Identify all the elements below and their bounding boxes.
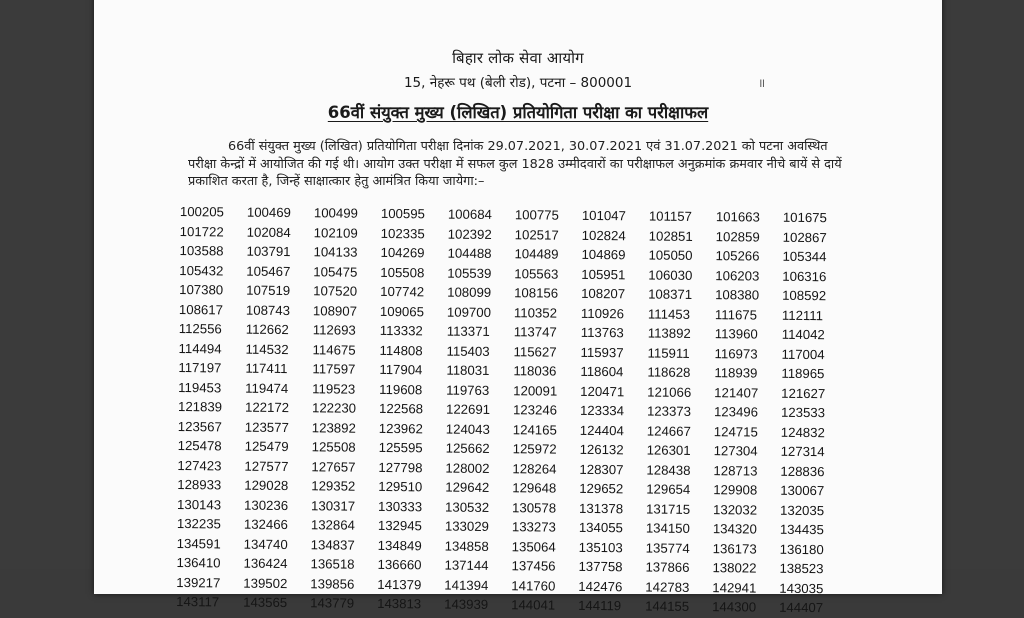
roll-number: 139856 xyxy=(310,575,355,592)
roll-number: 143939 xyxy=(444,596,489,612)
roll-number: 121407 xyxy=(714,384,759,401)
roll-number: 127423 xyxy=(177,457,222,473)
roll-number: 108743 xyxy=(245,302,291,318)
roll-number: 134591 xyxy=(176,535,221,551)
roll-number: 124043 xyxy=(445,421,490,437)
roll-number: 135103 xyxy=(578,539,623,555)
roll-number: 107519 xyxy=(246,282,291,299)
roll-number: 136180 xyxy=(779,541,824,557)
roll-number: 141379 xyxy=(377,576,422,592)
roll-number: 104133 xyxy=(313,244,358,260)
roll-number: 129908 xyxy=(713,482,758,498)
roll-number: 138022 xyxy=(712,560,757,576)
roll-number: 118036 xyxy=(513,363,557,379)
roll-number: 135774 xyxy=(645,539,690,556)
roll-number: 134837 xyxy=(310,536,355,553)
roll-number: 143117 xyxy=(176,593,220,610)
corner-mark: ॥ xyxy=(758,76,766,90)
roll-number: 117904 xyxy=(379,361,423,378)
roll-number: 139502 xyxy=(243,575,288,591)
roll-number: 115911 xyxy=(647,344,690,361)
roll-number: 114675 xyxy=(312,341,356,358)
roll-number: 105266 xyxy=(715,248,760,264)
roll-number: 117411 xyxy=(245,360,288,377)
roll-number: 122568 xyxy=(378,400,424,417)
roll-number: 129652 xyxy=(579,480,624,497)
roll-number: 102859 xyxy=(715,228,760,245)
roll-number: 126132 xyxy=(579,441,624,458)
roll-number: 125595 xyxy=(378,439,423,456)
roll-number: 137758 xyxy=(578,558,623,575)
roll-number: 102392 xyxy=(447,226,492,242)
roll-number: 102084 xyxy=(246,224,291,240)
roll-number: 134740 xyxy=(243,536,288,552)
roll-number: 113371 xyxy=(446,323,490,339)
roll-number: 125508 xyxy=(311,439,356,455)
roll-number: 117597 xyxy=(312,361,356,377)
roll-number: 108099 xyxy=(447,284,492,300)
roll-number: 121839 xyxy=(177,398,223,415)
roll-number: 129648 xyxy=(512,480,557,496)
roll-number: 101047 xyxy=(581,207,626,224)
roll-number: 105563 xyxy=(514,265,559,282)
roll-number: 129510 xyxy=(378,478,423,495)
roll-number: 110926 xyxy=(580,305,625,321)
roll-number: 121066 xyxy=(647,383,692,400)
roll-number: 123567 xyxy=(177,418,222,434)
roll-number: 108907 xyxy=(312,302,358,319)
roll-number: 112556 xyxy=(178,320,222,337)
document-page xyxy=(94,0,942,616)
roll-number: 107520 xyxy=(313,283,358,299)
roll-number: 136518 xyxy=(310,556,355,572)
roll-number: 143565 xyxy=(243,594,288,611)
roll-number: 114494 xyxy=(178,340,222,356)
roll-number: 137144 xyxy=(444,557,489,573)
roll-number: 109700 xyxy=(446,304,492,320)
roll-number: 129654 xyxy=(646,481,691,497)
roll-number: 105539 xyxy=(447,265,492,281)
roll-number: 138523 xyxy=(779,560,824,577)
roll-number: 105344 xyxy=(782,248,827,265)
roll-number: 142476 xyxy=(578,578,623,594)
roll-number: 143813 xyxy=(377,595,422,612)
roll-number: 130236 xyxy=(244,497,289,513)
roll-number: 115627 xyxy=(513,343,557,360)
roll-number: 100499 xyxy=(313,205,358,221)
roll-number: 104269 xyxy=(380,244,425,261)
roll-number: 124404 xyxy=(579,422,624,438)
paragraph-text: 66वीं संयुक्त मुख्य (लिखित) प्रतियोगिता परीक्षा दिनांक 29.07.2021, 30.07.2021 एवं 31.07.2021 को पटना अवस्थित परीक्षा केन्द्रों में आयोजित की गई थी। आयोग उक्त परीक्षा में सफल कुल 1828 उम्मीदवारों का परीक्षाफल अनुक्रमांक क्रमवार नीचे बायें से दायें प्रकाशित करता है, जिन्हें साक्षात्कार हेतु आमंत्रित किया जायेगा:– xyxy=(188,139,842,189)
roll-number: 130067 xyxy=(780,482,825,499)
roll-number: 104869 xyxy=(581,246,626,263)
roll-number: 132032 xyxy=(713,501,758,518)
roll-number: 108207 xyxy=(581,285,626,302)
roll-number: 144041 xyxy=(511,597,556,613)
roll-number: 108592 xyxy=(782,287,827,304)
roll-number: 128438 xyxy=(646,461,691,478)
roll-number: 129642 xyxy=(445,479,490,495)
roll-number: 118604 xyxy=(580,363,624,380)
roll-number: 129028 xyxy=(244,477,289,494)
roll-number: 101157 xyxy=(648,208,692,224)
roll-number: 106203 xyxy=(715,267,760,284)
roll-number: 123246 xyxy=(512,402,558,418)
roll-number: 142783 xyxy=(645,578,690,595)
roll-number: 113747 xyxy=(513,324,557,340)
roll-number: 143779 xyxy=(310,595,355,611)
roll-number: 123577 xyxy=(244,419,289,435)
roll-number: 143035 xyxy=(779,580,824,596)
roll-number: 105951 xyxy=(581,266,626,282)
roll-number: 102867 xyxy=(782,229,827,245)
roll-number: 100205 xyxy=(179,203,224,220)
roll-number: 108617 xyxy=(178,301,224,317)
roll-number: 100469 xyxy=(246,204,291,221)
roll-number: 119763 xyxy=(446,382,490,398)
roll-number: 118031 xyxy=(446,362,490,378)
roll-number: 112662 xyxy=(245,321,289,338)
roll-number: 135064 xyxy=(511,538,556,555)
roll-number: 133273 xyxy=(511,519,556,535)
roll-number: 113332 xyxy=(379,322,423,339)
roll-number: 128836 xyxy=(780,463,825,479)
roll-number: 123496 xyxy=(713,404,759,420)
roll-number: 136424 xyxy=(243,555,288,572)
roll-number: 141394 xyxy=(444,577,489,593)
roll-number: 130532 xyxy=(445,499,490,515)
roll-number: 123892 xyxy=(311,419,356,436)
roll-number: 113763 xyxy=(580,324,624,341)
roll-number: 130143 xyxy=(177,496,222,512)
roll-number: 144407 xyxy=(779,599,824,616)
roll-number: 110352 xyxy=(513,304,558,321)
roll-number: 113960 xyxy=(714,326,758,342)
roll-number: 121627 xyxy=(781,385,826,401)
roll-number: 104488 xyxy=(447,245,492,261)
roll-number: 102109 xyxy=(313,224,358,241)
roll-number: 100684 xyxy=(447,206,492,222)
roll-number: 118939 xyxy=(714,365,758,381)
roll-number: 132235 xyxy=(176,515,221,532)
organization-address: 15, नेहरू पथ (बेली रोड), पटना – 800001 xyxy=(403,75,633,91)
roll-number: 105508 xyxy=(380,264,425,280)
roll-number: 134055 xyxy=(578,519,623,536)
roll-number: 131378 xyxy=(579,500,624,516)
roll-number: 137456 xyxy=(511,558,556,574)
roll-number: 102851 xyxy=(648,228,693,244)
roll-number: 130333 xyxy=(378,498,423,514)
roll-number: 117004 xyxy=(781,346,825,362)
roll-number: 119474 xyxy=(245,380,289,396)
roll-number: 132035 xyxy=(780,502,825,518)
roll-number: 113892 xyxy=(647,325,691,341)
roll-number: 144119 xyxy=(578,597,622,614)
roll-number: 100775 xyxy=(514,207,559,223)
roll-number-grid xyxy=(176,202,845,618)
roll-number: 123334 xyxy=(579,402,625,419)
roll-number: 128933 xyxy=(177,476,222,493)
organization-name: बिहार लोक सेवा आयोग xyxy=(452,49,584,67)
roll-number: 141760 xyxy=(511,577,556,594)
roll-number: 119453 xyxy=(178,379,222,395)
roll-number: 139217 xyxy=(176,574,221,590)
roll-number: 125972 xyxy=(512,441,557,457)
roll-number: 119523 xyxy=(312,380,356,397)
roll-number: 106316 xyxy=(782,268,827,284)
roll-number: 115403 xyxy=(446,343,490,359)
roll-number: 105050 xyxy=(648,247,693,263)
roll-number: 104489 xyxy=(514,246,559,262)
roll-number: 124165 xyxy=(512,421,557,438)
roll-number: 125662 xyxy=(445,440,490,456)
roll-number: 127304 xyxy=(713,443,758,459)
roll-number: 117197 xyxy=(178,359,222,376)
roll-number: 126301 xyxy=(646,442,691,458)
roll-number: 132945 xyxy=(377,517,422,534)
roll-number: 128713 xyxy=(713,462,758,479)
roll-number: 103588 xyxy=(179,242,224,259)
roll-number: 109065 xyxy=(379,303,425,319)
roll-number: 134320 xyxy=(712,521,757,537)
roll-number: 132466 xyxy=(243,516,288,533)
roll-number: 132864 xyxy=(310,517,355,533)
roll-number: 101675 xyxy=(782,209,827,226)
roll-number: 103791 xyxy=(246,243,291,260)
roll-number: 130578 xyxy=(512,499,557,516)
result-title: 66वीं संयुक्त मुख्य (लिखित) प्रतियोगिता परीक्षा का परीक्षाफल xyxy=(327,103,709,122)
roll-number: 112693 xyxy=(312,322,356,338)
roll-number: 127798 xyxy=(378,459,423,475)
roll-number: 122172 xyxy=(244,399,290,416)
roll-number: 124832 xyxy=(780,424,825,440)
roll-number: 114532 xyxy=(245,341,289,357)
roll-number: 114042 xyxy=(781,326,825,343)
roll-number: 123373 xyxy=(646,403,692,419)
roll-number: 122691 xyxy=(445,401,491,417)
roll-number: 108380 xyxy=(715,287,760,303)
roll-number: 114808 xyxy=(379,342,423,358)
roll-number: 124667 xyxy=(646,422,691,439)
roll-number: 108371 xyxy=(648,286,693,302)
roll-number: 102517 xyxy=(514,226,559,243)
roll-number: 134150 xyxy=(645,520,690,536)
roll-number: 118628 xyxy=(647,364,691,380)
roll-number: 122230 xyxy=(311,400,357,416)
roll-number: 136410 xyxy=(176,554,221,571)
roll-number: 101722 xyxy=(179,223,224,239)
roll-number: 115937 xyxy=(580,344,624,360)
roll-number: 134849 xyxy=(377,537,422,553)
roll-number: 130317 xyxy=(311,497,356,514)
roll-number: 131715 xyxy=(646,500,691,517)
roll-number: 111453 xyxy=(647,305,691,322)
roll-number: 107742 xyxy=(380,283,425,300)
roll-number: 128002 xyxy=(445,460,490,476)
roll-number: 116973 xyxy=(714,345,758,362)
roll-number: 105467 xyxy=(246,263,291,279)
roll-number: 123533 xyxy=(780,404,826,421)
roll-number: 105432 xyxy=(179,262,224,278)
roll-number: 127577 xyxy=(244,458,289,474)
roll-number: 120471 xyxy=(580,383,625,399)
roll-number: 144300 xyxy=(712,599,757,615)
roll-number: 111675 xyxy=(714,306,758,323)
roll-number: 142941 xyxy=(712,579,757,596)
roll-number: 108156 xyxy=(514,285,559,301)
roll-number: 125478 xyxy=(177,437,222,454)
roll-number: 124715 xyxy=(713,423,758,440)
roll-number: 118965 xyxy=(781,365,825,382)
roll-number: 102335 xyxy=(380,225,425,241)
roll-number: 112111 xyxy=(781,307,824,323)
roll-number: 105475 xyxy=(313,263,358,280)
roll-number: 136660 xyxy=(377,556,422,573)
roll-number: 134435 xyxy=(779,521,824,538)
roll-number: 119608 xyxy=(379,381,423,397)
roll-number: 127657 xyxy=(311,458,356,475)
roll-number: 136173 xyxy=(712,540,757,557)
roll-number: 127314 xyxy=(780,443,825,460)
roll-number: 120091 xyxy=(513,382,558,399)
roll-number: 128264 xyxy=(512,460,557,477)
roll-number: 133029 xyxy=(444,518,489,534)
roll-number: 102824 xyxy=(581,227,626,243)
roll-number: 144155 xyxy=(645,598,690,614)
roll-number: 107380 xyxy=(179,281,224,298)
roll-number: 137866 xyxy=(645,559,690,575)
roll-number: 123962 xyxy=(378,420,423,436)
result-paragraph xyxy=(188,138,844,191)
roll-number: 100595 xyxy=(380,205,425,222)
roll-number: 125479 xyxy=(244,438,289,455)
roll-number: 128307 xyxy=(579,461,624,477)
roll-number: 101663 xyxy=(715,209,760,225)
roll-number: 129352 xyxy=(311,478,356,494)
roll-number: 134858 xyxy=(444,538,489,554)
roll-number: 106030 xyxy=(648,266,693,283)
